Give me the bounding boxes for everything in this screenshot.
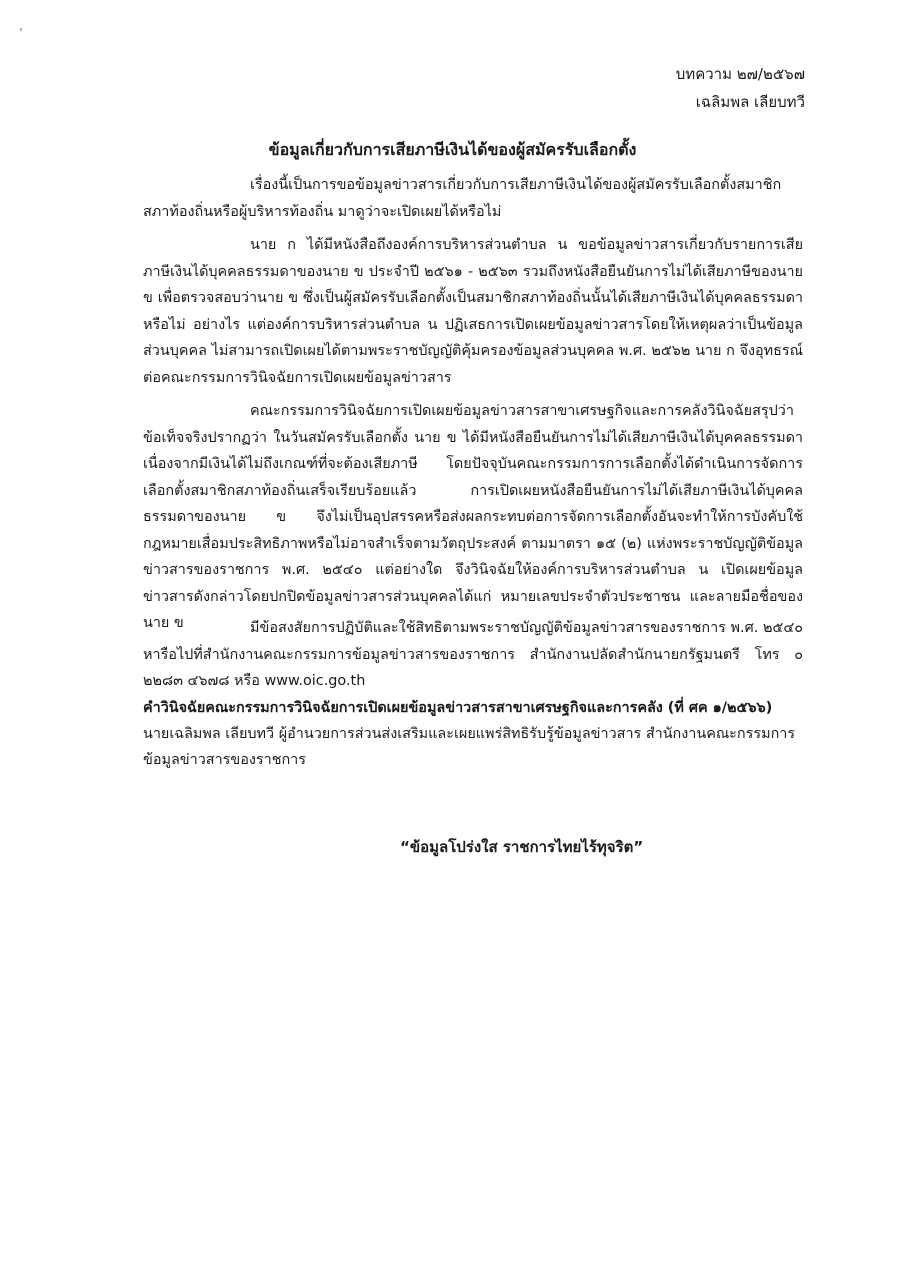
scan-speck: [20, 28, 22, 31]
ruling-reference: [143, 695, 813, 773]
slogan: “ข้อมูลโปร่งใส ราชการไทยไร้ทุจริต”: [400, 838, 644, 856]
article-header: [676, 60, 805, 116]
facts-paragraph: นาย ก ได้มีหนังสือถึงองค์การบริหารส่วนตำบล น ขอข้อมูลข่าวสารเกี่ยวกับรายการเสียภาษีเงินได้บุคคลธรรมดาของนาย ข ประจำปี ๒๕๖๑ - ๒๕๖๓ รวมถึงหนังสือยืนยันการไม่ได้เสียภาษีของนาย ข เพื่อตรวจสอบว่านาย ข ซึ่งเป็นผู้สมัครรับเลือกตั้งเป็นสมาชิกสภาท้องถิ่นนั้นได้เสียภาษีเงินได้บุคคลธรรมดาหรือไม่ อย่างไร แต่องค์การบริหารส่วนตำบล น ปฏิเสธการเปิดเผยข้อมูลข่าวสารโดยให้เหตุผลว่าเป็นข้อมูลส่วนบุคคล ไม่สามารถเปิดเผยได้ตามพระราชบัญญัติคุ้มครองข้อมูลส่วนบุคคล พ.ศ. ๒๕๖๒ นาย ก จึงอุทธรณ์ต่อคณะกรรมการวินิจฉัยการเปิดเผยข้อมูลข่าวสาร: [143, 237, 803, 386]
contact-paragraph: มีข้อสงสัยการปฏิบัติและใช้สิทธิตามพระราชบัญญัติข้อมูลข่าวสารของราชการ พ.ศ. ๒๕๔๐ หารือไปที่สำนักงานคณะกรรมการข้อมูลข่าวสารของราชการ สำนักงานปลัดสำนักนายกรัฐมนตรี โทร ๐ ๒๒๘๓ ๔๖๗๘ หรือ www.oic.go.th: [143, 620, 803, 689]
ruling-author: นายเฉลิมพล เลียบทวี ผู้อำนวยการส่วนส่งเสริมและเผยแพร่สิทธิรับรู้ข้อมูลข่าวสาร สำนักงานคณะกรรมการข้อมูลข่าวสารของราชการ: [143, 726, 796, 768]
intro-paragraph: เรื่องนี้เป็นการขอข้อมูลข่าวสารเกี่ยวกับการเสียภาษีเงินได้ของผู้สมัครรับเลือกตั้งสมาชิกสภาท้องถิ่นหรือผู้บริหารท้องถิ่น มาดูว่าจะเปิดเผยได้หรือไม่: [143, 177, 782, 220]
article-number: บทความ ๒๗/๒๕๖๗: [675, 65, 805, 83]
article-author: เฉลิมพล เลียบทวี: [695, 93, 805, 111]
ruling-title: คำวินิจฉัยคณะกรรมการวินิจฉัยการเปิดเผยข้อมูลข่าวสารสาขาเศรษฐกิจและการคลัง (ที่ ศค ๑/๒๕๖๖): [143, 700, 773, 716]
ruling-paragraph: คณะกรรมการวินิจฉัยการเปิดเผยข้อมูลข่าวสารสาขาเศรษฐกิจและการคลังวินิจฉัยสรุปว่า ข้อเท็จจริงปรากฏว่า ในวันสมัครรับเลือกตั้ง นาย ข ได้มีหนังสือยืนยันการไม่ได้เสียภาษีเงินได้บุคคลธรรมดาเนื่องจากมีเงินได้ไม่ถึงเกณฑ์ที่จะต้องเสียภาษี โดยปัจจุบันคณะกรรมการการเลือกตั้งได้ดำเนินการจัดการเลือกตั้งสมาชิกสภาท้องถิ่นเสร็จเรียบร้อยแล้ว การเปิดเผยหนังสือยืนยันการไม่ได้เสียภาษีเงินได้บุคคลธรรมดาของนาย ข จึงไม่เป็นอุปสรรคหรือส่งผลกระทบต่อการจัดการเลือกตั้งอันจะทำให้การบังคับใช้กฎหมายเสื่อมประสิทธิภาพหรือไม่อาจสำเร็จตามวัตถุประสงค์ ตามมาตรา ๑๕ (๒) แห่งพระราชบัญญัติข้อมูลข่าวสารของราชการ พ.ศ. ๒๕๔๐ แต่อย่างใด จึงวินิจฉัยให้องค์การบริหารส่วนตำบล น เปิดเผยข้อมูลข่าวสารดังกล่าวโดยปกปิดข้อมูลข่าวสารส่วนบุคคลได้แก่ หมายเลขประจำตัวประชาชน และลายมือชื่อของนาย ข: [143, 403, 803, 631]
document-title: ข้อมูลเกี่ยวกับการเสียภาษีเงินได้ของผู้สมัครรับเลือกตั้ง: [268, 140, 637, 159]
